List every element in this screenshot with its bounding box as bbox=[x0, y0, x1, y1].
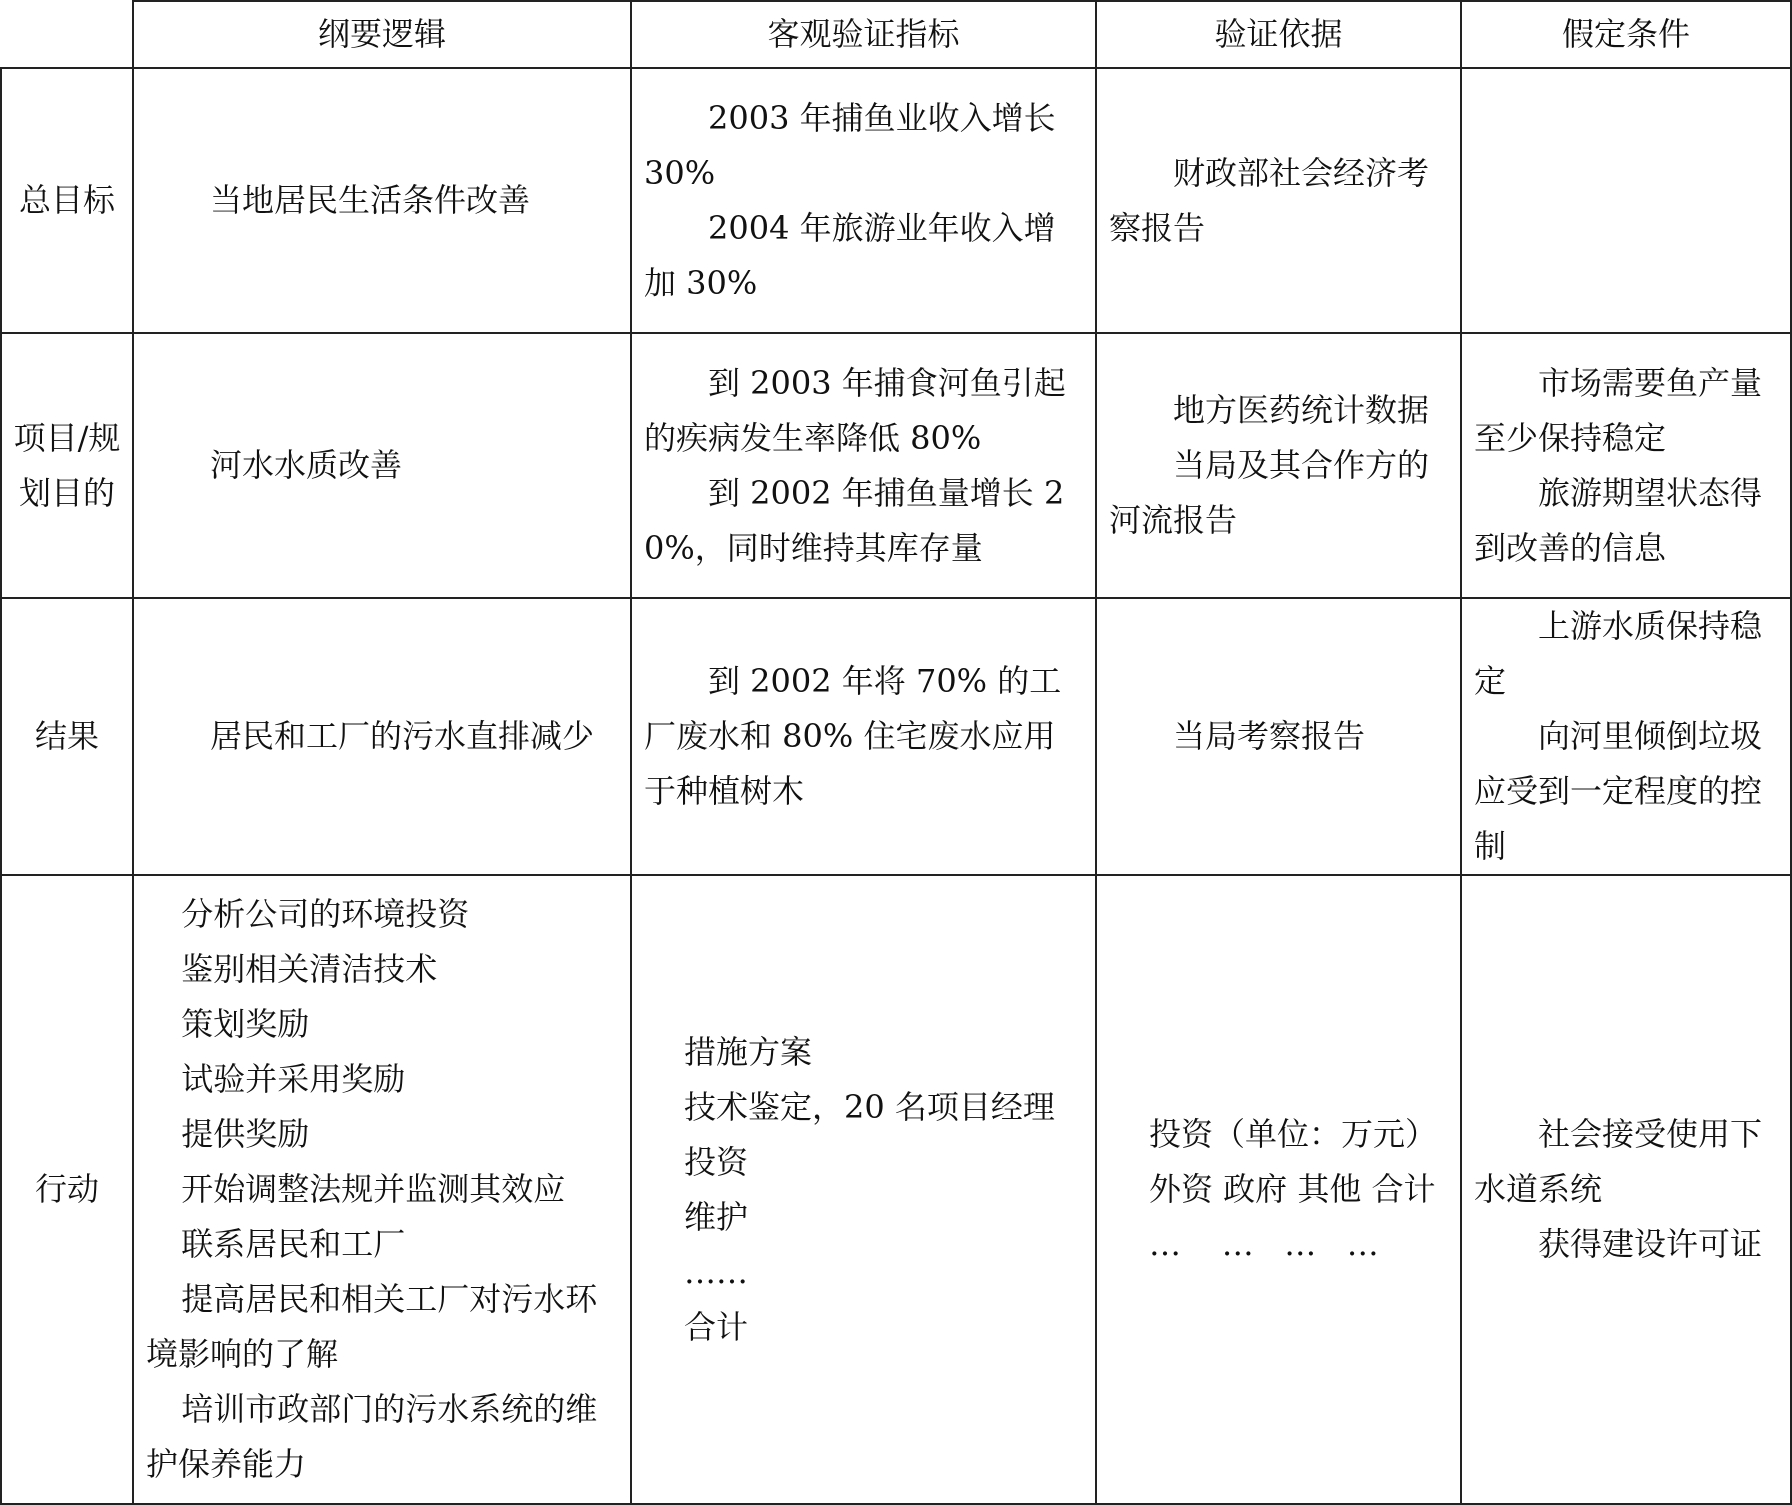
logic-line: 开始调整法规并监测其效应 bbox=[181, 1170, 566, 1208]
assumption-line: 获得建设许可证 bbox=[1538, 1225, 1763, 1263]
logic-line: 策划奖励 bbox=[181, 1005, 310, 1043]
indicator-line: 措施方案 bbox=[684, 1032, 813, 1071]
logic-line: 当地居民生活条件改善 bbox=[210, 181, 531, 219]
header-row bbox=[1, 1, 1791, 68]
indicator-line: 投资 bbox=[684, 1142, 749, 1181]
header-assumptions: 假定条件 bbox=[1461, 1, 1791, 68]
assumption-cell bbox=[1461, 875, 1791, 1504]
indicator-cell bbox=[631, 875, 1096, 1504]
indicator-line: 到 2003 年捕食河鱼引起的疾病发生率降低 80% bbox=[644, 363, 1066, 457]
evidence-line: 当局及其合作方的河流报告 bbox=[1109, 446, 1430, 539]
indicator-line: 到 2002 年将 70% 的工厂废水和 80% 住宅废水应用于种植树木 bbox=[644, 662, 1062, 810]
logic-line: 提高居民和相关工厂对污水环境影响的了解 bbox=[146, 1280, 598, 1373]
assumption-line: 上游水质保持稳定 bbox=[1474, 607, 1763, 700]
logic-cell bbox=[133, 875, 631, 1504]
indicator-line: 到 2002 年捕鱼量增长 20%，同时维持其库存量 bbox=[644, 473, 1065, 567]
assumption-cell bbox=[1461, 598, 1791, 875]
evidence-cell bbox=[1096, 68, 1461, 333]
indicator-line: 技术鉴定，20 名项目经理 bbox=[684, 1087, 1055, 1126]
row-results bbox=[1, 598, 1791, 875]
row-project-purpose bbox=[1, 333, 1791, 598]
assumption-line: 市场需要鱼产量至少保持稳定 bbox=[1474, 363, 1763, 457]
logic-line: 培训市政部门的污水系统的维护保养能力 bbox=[146, 1390, 598, 1483]
header-logic: 纲要逻辑 bbox=[133, 1, 631, 68]
indicator-line: 合计 bbox=[684, 1307, 749, 1346]
row-label: 总目标 bbox=[1, 68, 133, 333]
header-indicators: 客观验证指标 bbox=[631, 1, 1096, 68]
corner-cell bbox=[1, 1, 133, 68]
row-actions bbox=[1, 875, 1791, 1504]
assumption-line: 社会接受使用下水道系统 bbox=[1474, 1115, 1763, 1208]
indicator-line: …… bbox=[684, 1252, 748, 1291]
indicator-line: 2004 年旅游业年收入增加 30% bbox=[644, 208, 1056, 302]
evidence-line: 财政部社会经济考察报告 bbox=[1109, 153, 1430, 247]
row-overall-goal bbox=[1, 68, 1791, 333]
row-label: 项目/规划目的 bbox=[1, 333, 133, 598]
assumption-line: 旅游期望状态得到改善的信息 bbox=[1474, 473, 1763, 567]
indicator-cell bbox=[631, 598, 1096, 875]
logic-line: 居民和工厂的污水直排减少 bbox=[210, 717, 595, 755]
evidence-line: 当局考察报告 bbox=[1173, 717, 1366, 755]
evidence-cell bbox=[1096, 333, 1461, 598]
row-label: 行动 bbox=[1, 875, 133, 1504]
logic-line: 提供奖励 bbox=[181, 1115, 310, 1153]
assumption-cell bbox=[1461, 333, 1791, 598]
logic-line: 试验并采用奖励 bbox=[181, 1060, 406, 1098]
logic-line: 联系居民和工厂 bbox=[181, 1225, 406, 1263]
logic-line: 鉴别相关清洁技术 bbox=[181, 950, 438, 988]
indicator-line: 维护 bbox=[684, 1197, 749, 1236]
indicator-cell bbox=[631, 333, 1096, 598]
row-label: 结果 bbox=[1, 598, 133, 875]
logic-line: 河水水质改善 bbox=[210, 446, 403, 484]
assumption-cell bbox=[1461, 68, 1791, 333]
evidence-cell bbox=[1096, 598, 1461, 875]
logic-line: 分析公司的环境投资 bbox=[181, 895, 470, 933]
evidence-line: 投资（单位：万元） bbox=[1149, 1115, 1438, 1153]
assumption-line: 向河里倾倒垃圾应受到一定程度的控制 bbox=[1474, 717, 1763, 865]
indicator-cell bbox=[631, 68, 1096, 333]
evidence-line: 地方医药统计数据 bbox=[1173, 391, 1430, 429]
header-evidence: 验证依据 bbox=[1096, 1, 1461, 68]
logic-cell bbox=[133, 68, 631, 333]
indicator-line: 2003 年捕鱼业收入增长 30% bbox=[644, 98, 1056, 192]
logic-cell bbox=[133, 598, 631, 875]
evidence-line: … … … … bbox=[1149, 1225, 1379, 1263]
evidence-line: 外资 政府 其他 合计 bbox=[1149, 1170, 1436, 1208]
evidence-cell bbox=[1096, 875, 1461, 1504]
logic-cell bbox=[133, 333, 631, 598]
